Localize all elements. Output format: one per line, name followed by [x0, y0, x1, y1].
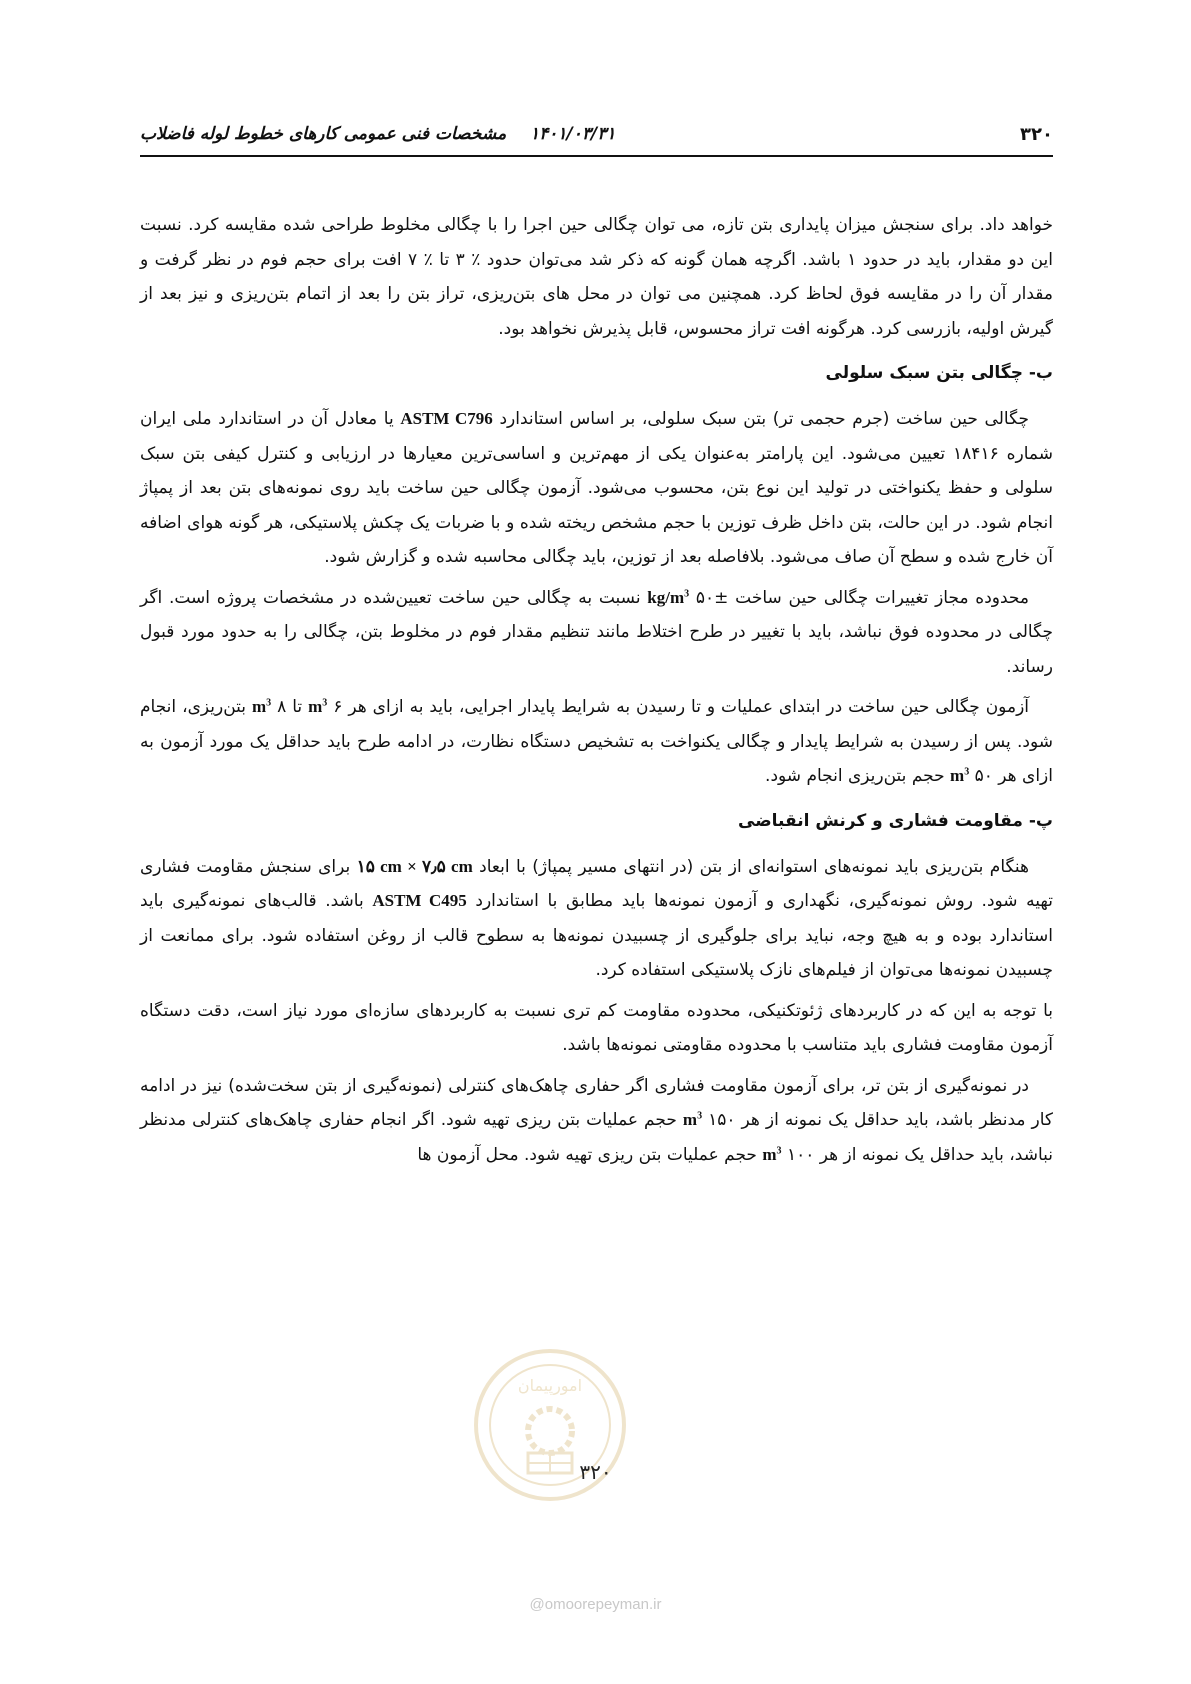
seal-text: امورپیمان: [517, 1376, 583, 1395]
header-date: ۱۴۰۱/۰۳/۳۱: [530, 124, 616, 144]
footer-page-number: ۳۲۰: [579, 1460, 612, 1484]
header-page-number: ۳۲۰: [1020, 124, 1053, 145]
header-rule: [140, 155, 1053, 157]
page-body: [140, 208, 1053, 1178]
paragraph-density-tolerance: محدوده مجاز تغییرات چگالی حین ساخت $kg/m^3$ ۵۰± نسبت به چگالی حین ساخت تعیین‌شده در مشخصات پروژه است. اگر چگالی در محدوده فوق نباشد، باید با تغییر در طرح اختلاط مانند تنظیم مقدار فوم در مخلوط بتن، چگالی را به حدود مورد قبول رساند.: [140, 587, 1053, 677]
page-header: [140, 118, 1053, 152]
paragraph-density-stability: خواهد داد. برای سنجش میزان پایداری بتن تازه، می توان چگالی حین اجرا را با چگالی مخلوط طراحی شده مقایسه کرد. نسبت این دو مقدار، باید در حدود ۱ باشد. اگرچه همان گونه که ذکر شد می‌توان حدود ٪ ۳ تا ٪ ۷ افت برای حجم فوم در نظر گرفت و مقدار آن را در مقایسه فوق لحاظ کرد. همچنین می توان در محل های بتن‌ریزی، تراز بتن را بعد از اتمام بتن‌ریزی و نیز بعد از گیرش اولیه، بازرسی کرد. هرگونه افت تراز محسوس، قابل پذیرش نخواهد بود.: [140, 215, 1053, 339]
section-heading-b: ب- چگالی بتن سبک سلولی: [825, 363, 1053, 383]
watermark-url: @omoorepeyman.ir: [529, 1596, 662, 1613]
astm-c796: ASTM C796: [400, 409, 493, 428]
header-title: مشخصات فنی عمومی کارهای خطوط لوله فاضلاب: [140, 124, 507, 144]
paragraph-test-frequency: آزمون چگالی حین ساخت در ابتدای عملیات و تا رسیدن به شرایط پایدار اجرایی، باید به ازای هر ۶ $m^3$ تا ۸ $m^3$ بتن‌ریزی، انجام شود. پس از رسیدن به شرایط پایدار و چگالی یکنواخت به تشخیص دستگاه نظارت، در ادامه طرح باید حداقل یک مورد آزمون به ازای هر ۵۰ $m^3$ حجم بتن‌ریزی انجام شود.: [140, 697, 1053, 786]
paragraph-geotechnical: با توجه به این که در کاربردهای ژئوتکنیکی، محدوده مقاومت کم تری نسبت به کاربردهای سازه‌ای مورد نیاز است، دقت دستگاه آزمون مقاومت فشاری باید متناسب با محدوده مقاومتی نمونه‌ها باشد.: [140, 1000, 1053, 1055]
specimen-dimensions: ۱۵ cm × ۷٫۵ cm: [356, 856, 473, 876]
astm-c495: ASTM C495: [372, 891, 467, 910]
paragraph-sampling-frequency: در نمونه‌گیری از بتن تر، برای آزمون مقاومت فشاری اگر حفاری چاهک‌های کنترلی (نمونه‌گیری از بتن سخت‌شده) نیز در ادامه کار مدنظر باشد، باید حداقل یک نمونه از هر ۱۵۰ $m^3$ حجم عملیات بتن ریزی تهیه شود. اگر انجام حفاری چاهک‌های کنترلی مدنظر نباشد، باید حداقل یک نمونه از هر ۱۰۰ $m^3$ حجم عملیات بتن ریزی تهیه شود. محل آزمون ها: [140, 1075, 1054, 1165]
paragraph-compressive-strength: هنگام بتن‌ریزی باید نمونه‌های استوانه‌ای از بتن (در انتهای مسیر پمپاژ) با ابعاد ۱۵ cm × ۷٫۵ cm برای سنجش مقاومت فشاری تهیه شود. روش نمونه‌گیری، نگهداری و آزمون نمونه‌ها باید مطابق با استاندارد ASTM C495 باشد. قالب‌های نمونه‌گیری باید استاندارد بوده و به هیچ وجه، نباید برای جلوگیری از چسبیدن نمونه‌ها به سطوح قالب از روغن استفاده شود. برای ممانعت از چسبیدن نمونه‌ها می‌توان از فیلم‌های نازک پلاستیکی استفاده کرد.: [140, 856, 1053, 980]
paragraph-wet-density: چگالی حین ساخت (جرم حجمی تر) بتن سبک سلولی، بر اساس استاندارد ASTM C796 یا معادل آن در استاندارد ملی ایران شماره ۱۸۴۱۶ تعیین می‌شود. این پارامتر به‌عنوان یکی از مهم‌ترین و اساسی‌ترین معیارها در ارزیابی و کنترل کیفی بتن سبک سلولی و حفظ یکنواختی در تولید این نوع بتن، محسوب می‌شود. آزمون چگالی حین ساخت باید روی نمونه‌های بتن بعد از پمپاژ انجام شود. در این حالت، بتن داخل ظرف توزین با حجم مشخص ریخته شده و با ضربات یک چکش پلاستیکی، هر گونه هوای اضافه آن خارج شده و سطح آن صاف می‌شود. بلافاصله بعد از توزین، باید چگالی محاسبه شده و گزارش شود.: [140, 409, 1053, 567]
density-unit: $kg/m^3$: [647, 587, 690, 607]
section-heading-p: پ- مقاومت فشاری و کرنش انقباضی: [738, 810, 1053, 831]
